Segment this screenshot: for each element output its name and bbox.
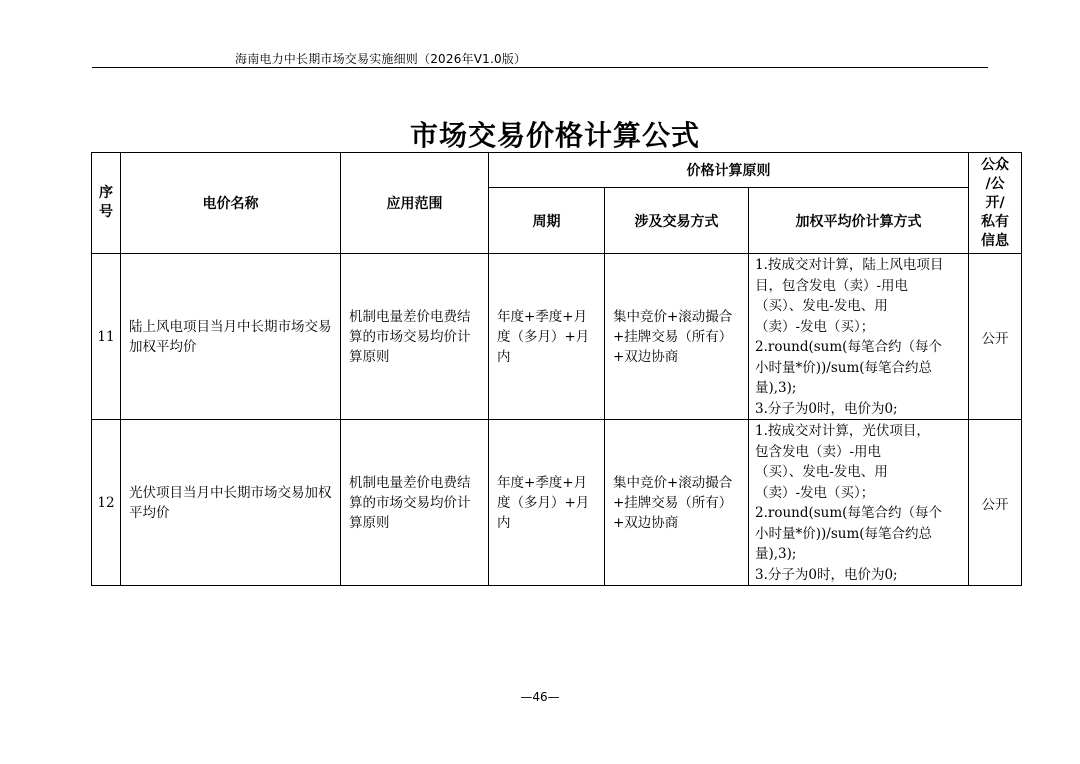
row-scope: 机制电量差价电费结算的市场交易均价计算原则 — [341, 254, 489, 420]
row-method: 集中竞价+滚动撮合+挂牌交易（所有）+双边协商 — [605, 420, 749, 586]
header-visibility-line: 私有 — [981, 213, 1010, 230]
header-visibility-line: /公 — [985, 175, 1005, 192]
formula-line: （买）、发电-发电、用 — [755, 298, 888, 314]
formula-line: 量),3); — [755, 380, 797, 396]
header-name: 电价名称 — [121, 153, 341, 254]
running-header: 海南电力中长期市场交易实施细则（2026年V1.0版） — [235, 52, 527, 66]
header-weighted: 加权平均价计算方式 — [749, 188, 969, 254]
header-principle-group: 价格计算原则 — [489, 153, 969, 188]
row-seq: 11 — [92, 254, 121, 420]
formula-line: 目，包含发电（卖）-用电 — [755, 277, 909, 294]
page-title: 市场交易价格计算公式 — [409, 119, 700, 152]
header-method: 涉及交易方式 — [605, 188, 749, 254]
header-visibility-line: 信息 — [981, 232, 1010, 249]
row-method: 集中竞价+滚动撮合+挂牌交易（所有）+双边协商 — [605, 254, 749, 420]
formula-line: 包含发电（卖）-用电 — [755, 443, 882, 460]
header-seq-line: 序 — [99, 185, 113, 201]
table-row — [92, 420, 1022, 586]
table-row — [92, 254, 1022, 420]
header-scope: 应用范围 — [341, 153, 489, 254]
header-visibility — [969, 153, 1022, 254]
formula-line: （卖）-发电（买）； — [755, 484, 875, 501]
header-visibility-line: 开/ — [985, 194, 1005, 211]
formula-line: 3.分子为0时，电价为0; — [755, 566, 898, 583]
row-formula — [749, 254, 969, 420]
page-number: —46— — [520, 690, 560, 704]
formula-line: 2.round(sum(每笔合约（每个 — [755, 339, 942, 355]
formula-line: （买）、发电-发电、用 — [755, 464, 888, 480]
row-name: 光伏项目当月中长期市场交易加权平均价 — [121, 420, 341, 586]
header-visibility-line: 公众 — [981, 156, 1010, 173]
formula-line: 1.按成交对计算，光伏项目， — [755, 423, 930, 439]
row-formula — [749, 420, 969, 586]
header-seq — [92, 153, 121, 254]
row-name: 陆上风电项目当月中长期市场交易加权平均价 — [121, 254, 341, 420]
formula-line: （卖）-发电（买）； — [755, 318, 875, 335]
row-scope: 机制电量差价电费结算的市场交易均价计算原则 — [341, 420, 489, 586]
price-formula-table — [91, 152, 1022, 586]
formula-line: 量),3); — [755, 546, 797, 562]
row-visibility: 公开 — [969, 254, 1022, 420]
header-period: 周期 — [489, 188, 605, 254]
row-period: 年度+季度+月度（多月）+月内 — [489, 420, 605, 586]
header-divider — [92, 67, 988, 68]
formula-line: 小时量*价))/sum(每笔合约总 — [755, 525, 933, 542]
formula-line: 2.round(sum(每笔合约（每个 — [755, 505, 942, 521]
header-seq-line: 号 — [99, 204, 113, 220]
row-period: 年度+季度+月度（多月）+月内 — [489, 254, 605, 420]
formula-line: 小时量*价))/sum(每笔合约总 — [755, 359, 933, 376]
row-seq: 12 — [92, 420, 121, 586]
formula-line: 3.分子为0时，电价为0; — [755, 400, 898, 417]
formula-line: 1.按成交对计算，陆上风电项目 — [755, 257, 944, 273]
row-visibility: 公开 — [969, 420, 1022, 586]
